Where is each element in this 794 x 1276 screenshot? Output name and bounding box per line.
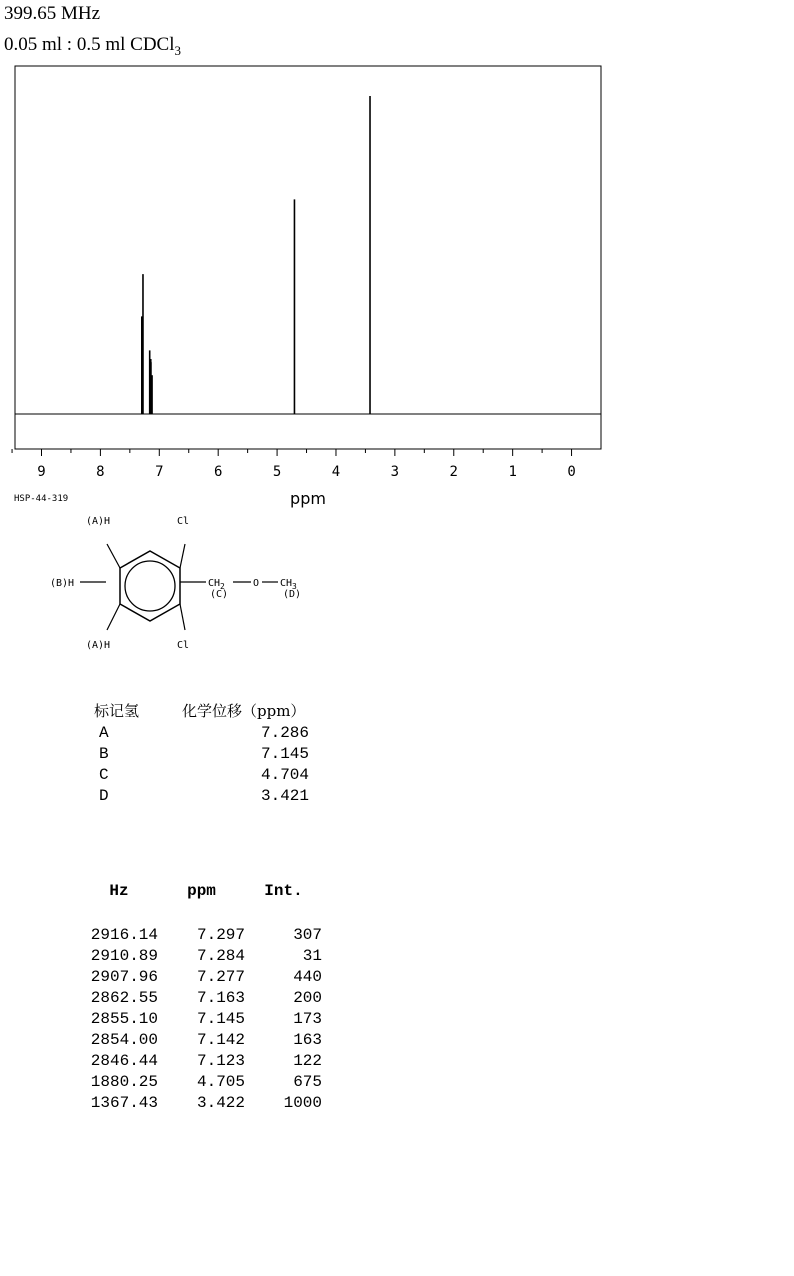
- shift-table: [94, 700, 309, 808]
- x-tick-label: 7: [155, 464, 164, 480]
- peak-ppm: 7.277: [196, 968, 245, 986]
- x-tick-label: 0: [567, 464, 576, 480]
- label-ch3-text: CH: [280, 578, 293, 589]
- x-tick-label: 8: [96, 464, 105, 480]
- label-c: (C): [210, 589, 229, 600]
- peak-int: 675: [293, 1073, 322, 1091]
- shift-value: 7.286: [260, 724, 309, 742]
- label-ha-top: (A)H: [86, 516, 111, 527]
- label-ch3-sub: 3: [292, 582, 297, 591]
- peak-col-int-header: Int.: [264, 882, 303, 900]
- label-cl-top: Cl: [177, 516, 190, 527]
- peak-int: 173: [293, 1010, 322, 1028]
- shift-table-row: [94, 766, 309, 787]
- x-tick-label: 2: [449, 464, 458, 480]
- peak-col-hz-header: Hz: [109, 882, 129, 900]
- peak-table-row: [80, 1031, 322, 1052]
- bond-cl-bottom: [180, 604, 185, 630]
- nmr-spectrum-chart: [0, 60, 620, 510]
- x-tick-label: 3: [390, 464, 400, 480]
- peak-ppm: 7.297: [196, 926, 245, 944]
- peak-table-row: [80, 968, 322, 989]
- label-hb: (B)H: [50, 578, 75, 589]
- peak-table-row: [80, 947, 322, 968]
- sample-text: 0.05 ml : 0.5 ml CDCl: [4, 34, 175, 55]
- peak-int: 200: [293, 989, 322, 1007]
- peak-hz: 2907.96: [90, 968, 158, 986]
- shift-value: 3.421: [260, 787, 309, 805]
- peak-ppm: 3.422: [196, 1094, 245, 1112]
- peak-table-body: [80, 926, 322, 1115]
- label-d: (D): [283, 589, 302, 600]
- peak-hz: 2916.14: [90, 926, 158, 944]
- peak-int: 163: [293, 1031, 322, 1049]
- peak-table-row: [80, 1052, 322, 1073]
- shift-label: D: [99, 787, 109, 805]
- sample-label: [4, 34, 181, 59]
- peak-ppm: 7.163: [196, 989, 245, 1007]
- peak-table-row: [80, 1010, 322, 1031]
- shift-table-row: [94, 724, 309, 745]
- peak-table-row: [80, 989, 322, 1010]
- shift-value: 7.145: [260, 745, 309, 763]
- shift-value: 4.704: [260, 766, 309, 784]
- peak-hz: 1880.25: [90, 1073, 158, 1091]
- label-cl-bottom: Cl: [177, 640, 190, 651]
- peak-hz: 2855.10: [90, 1010, 158, 1028]
- shift-table-row: [94, 745, 309, 766]
- peak-table-row: [80, 1073, 322, 1094]
- bond-ha-top: [107, 544, 120, 568]
- x-tick-label: 4: [331, 464, 341, 480]
- peak-table-row: [80, 1094, 322, 1115]
- bond-cl-top: [180, 544, 185, 568]
- spectrum-code: HSP-44-319: [14, 494, 69, 504]
- frequency-label: 399.65 MHz: [4, 3, 101, 24]
- peak-ppm: 7.142: [196, 1031, 245, 1049]
- peak-int: 1000: [283, 1094, 322, 1112]
- x-tick-label: 1: [508, 464, 517, 480]
- peak-table-header: [80, 882, 322, 906]
- peak-ppm: 7.145: [196, 1010, 245, 1028]
- shift-table-body: [94, 724, 309, 808]
- label-ch2-sub: 2: [220, 582, 225, 591]
- bond-ha-bottom: [107, 604, 120, 630]
- shift-col-label-header: 标记氢: [94, 702, 140, 720]
- shift-label: B: [99, 745, 109, 763]
- peak-hz: 2854.00: [90, 1031, 158, 1049]
- peak-int: 307: [293, 926, 322, 944]
- shift-label: A: [99, 724, 109, 742]
- peak-int: 122: [293, 1052, 322, 1070]
- sample-subscript: 3: [174, 42, 181, 58]
- shift-table-header: [94, 700, 309, 724]
- peak-ppm: 7.284: [196, 947, 245, 965]
- label-o: O: [253, 578, 260, 589]
- label-ch2-text: CH: [208, 578, 221, 589]
- x-tick-label: 9: [37, 464, 46, 480]
- peak-int: 440: [293, 968, 322, 986]
- peak-col-ppm-header: ppm: [187, 882, 216, 900]
- peak-hz: 2862.55: [90, 989, 158, 1007]
- peaks-group: [142, 96, 370, 414]
- peak-ppm: 4.705: [196, 1073, 245, 1091]
- aromatic-circle: [125, 561, 175, 611]
- x-tick-label: 6: [213, 464, 223, 480]
- peak-hz: 1367.43: [90, 1094, 158, 1112]
- peak-ppm: 7.123: [196, 1052, 245, 1070]
- shift-label: C: [99, 766, 109, 784]
- peak-table: [80, 882, 322, 1115]
- x-axis-ticks: [12, 449, 571, 456]
- peak-table-row: [80, 926, 322, 947]
- shift-col-shift-header: 化学位移（ppm）: [182, 702, 306, 720]
- plot-frame: [15, 66, 601, 449]
- peak-hz: 2846.44: [90, 1052, 158, 1070]
- x-axis-tick-labels: [37, 464, 575, 480]
- label-ha-bottom: (A)H: [86, 640, 111, 651]
- shift-table-row: [94, 787, 309, 808]
- molecule-structure: [40, 506, 320, 656]
- peak-int: 31: [302, 947, 322, 965]
- peak-hz: 2910.89: [90, 947, 158, 965]
- x-axis-label: ppm: [290, 489, 326, 508]
- bond-hb-ring: [106, 582, 120, 586]
- x-tick-label: 5: [272, 464, 282, 480]
